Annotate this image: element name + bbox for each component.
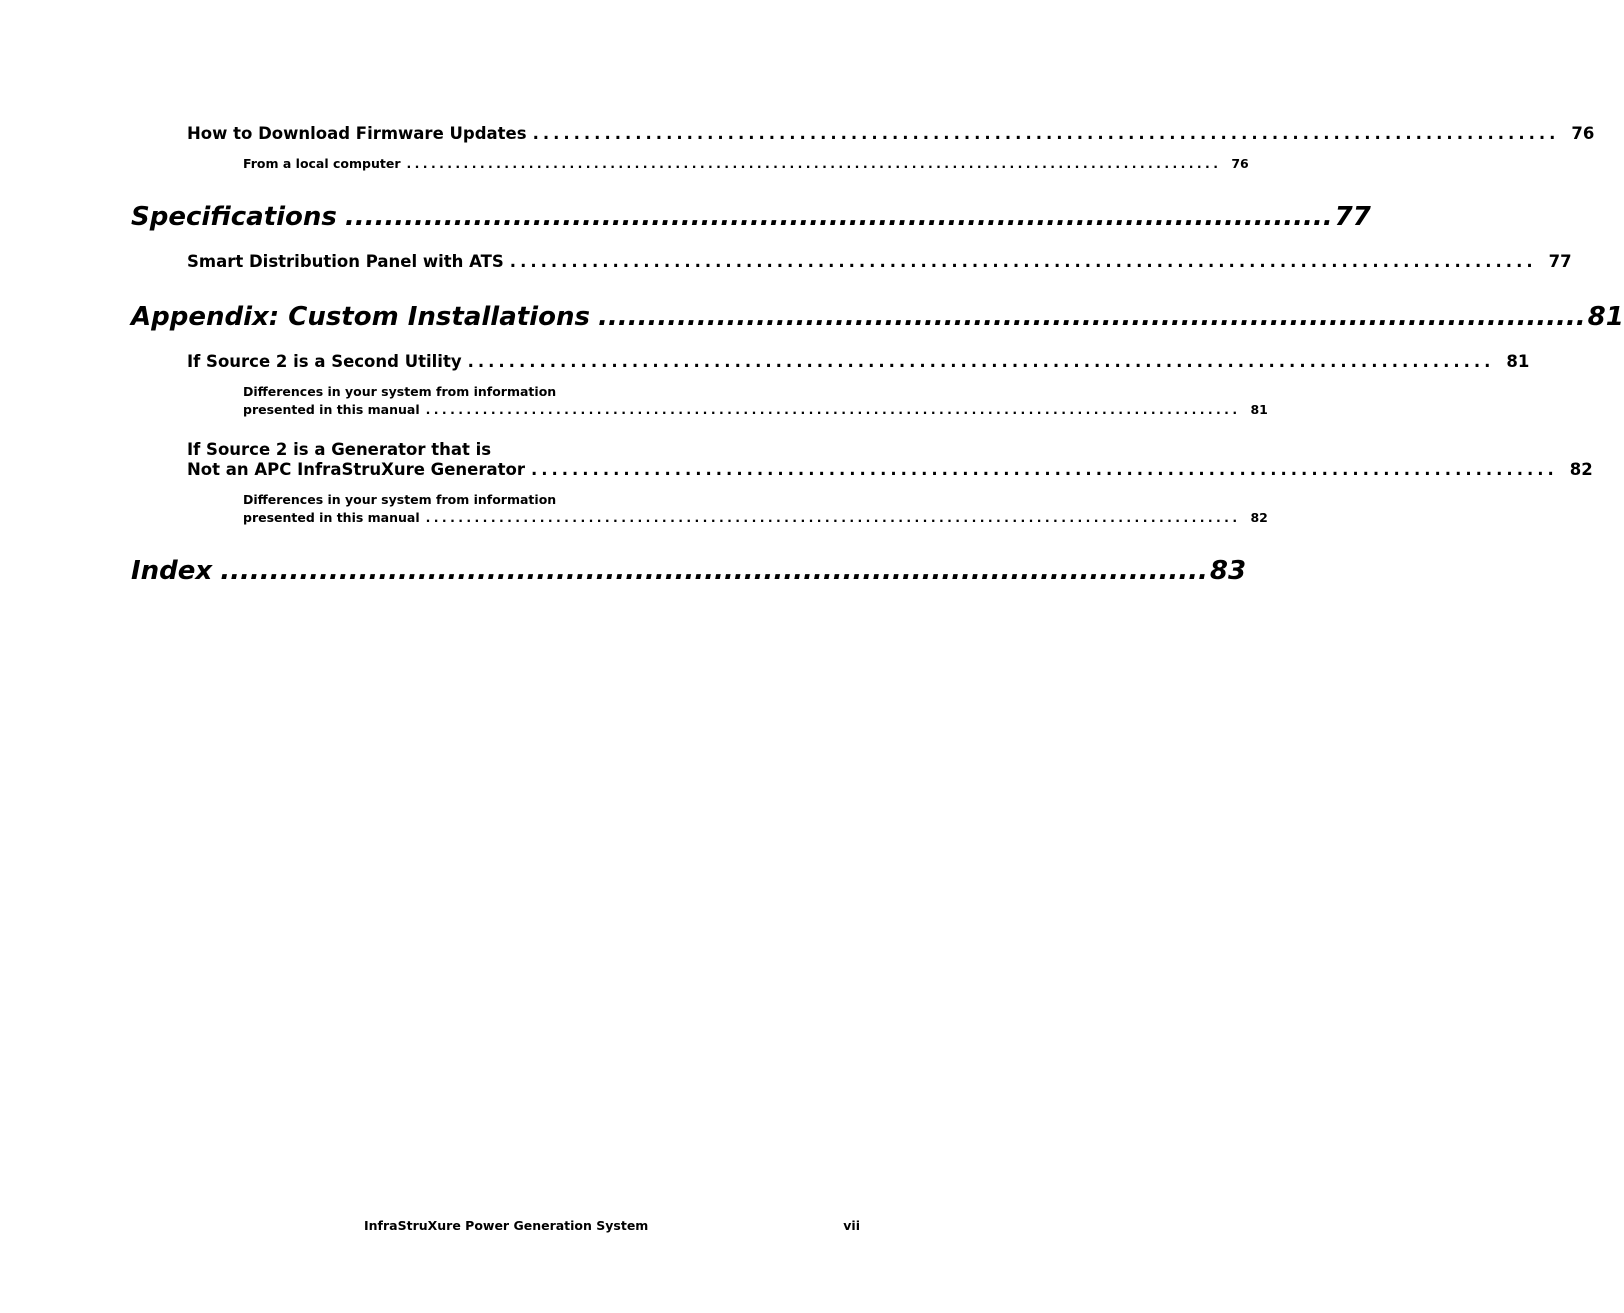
toc-entry-diff2-line1: Differences in your system from information: [243, 492, 557, 507]
toc-entry-diff1: [243, 402, 1268, 417]
toc-entry-label: From a local computer: [243, 156, 401, 171]
toc-chapter-appendix: [131, 302, 1624, 332]
toc-entry-label: presented in this manual: [243, 402, 420, 417]
toc-entry-firmware: [187, 124, 1595, 143]
dot-leader: ....................................................................................................: [220, 556, 1208, 586]
toc-entry-generator: [187, 460, 1593, 479]
toc-chapter-label: Appendix: Custom Installations: [131, 302, 590, 332]
toc-page-number: 76: [1571, 124, 1595, 143]
footer-page-number: vii: [843, 1218, 860, 1233]
toc-page-number: 76: [1231, 156, 1249, 171]
toc-entry-second-utility: [187, 352, 1530, 371]
toc-page-number: 82: [1569, 460, 1593, 479]
toc-entry-label: Not an APC InfraStruXure Generator: [187, 460, 525, 479]
toc-entry-label: Smart Distribution Panel with ATS: [187, 252, 504, 271]
dot-leader: ....................................................................................................: [467, 352, 1495, 371]
toc-chapter-label: Index: [131, 556, 213, 586]
toc-entry-local-computer: [243, 156, 1249, 171]
toc-entry-smart-panel: [187, 252, 1572, 271]
toc-page-number: 81: [1587, 302, 1624, 332]
toc-entry-label: If Source 2 is a Second Utility: [187, 352, 462, 371]
toc-entry-diff1-line1: Differences in your system from information: [243, 384, 557, 399]
dot-leader: ....................................................................................................: [597, 302, 1586, 332]
dot-leader: ....................................................................................................: [530, 460, 1558, 479]
toc-entry-label: How to Download Firmware Updates: [187, 124, 527, 143]
toc-chapter-index: [131, 556, 1247, 586]
toc-page-number: 81: [1506, 352, 1530, 371]
dot-leader: ....................................................................................................: [425, 402, 1241, 417]
footer-title: InfraStruXure Power Generation System: [364, 1218, 649, 1233]
dot-leader: ....................................................................................................: [425, 510, 1241, 525]
dot-leader: ....................................................................................................: [509, 252, 1537, 271]
dot-leader: ....................................................................................................: [406, 156, 1222, 171]
toc-entry-diff2: [243, 510, 1268, 525]
toc-page-number: 82: [1250, 510, 1268, 525]
toc-page-number: 83: [1209, 556, 1247, 586]
toc-entry-label: presented in this manual: [243, 510, 420, 525]
dot-leader: ....................................................................................................: [344, 202, 1333, 232]
toc-chapter-specifications: [131, 202, 1371, 232]
toc-page-number: 81: [1250, 402, 1268, 417]
toc-chapter-label: Specifications: [131, 202, 337, 232]
toc-page-number: 77: [1334, 202, 1371, 232]
dot-leader: ....................................................................................................: [532, 124, 1560, 143]
toc-page-number: 77: [1548, 252, 1572, 271]
toc-entry-generator-line1: If Source 2 is a Generator that is: [187, 440, 492, 459]
